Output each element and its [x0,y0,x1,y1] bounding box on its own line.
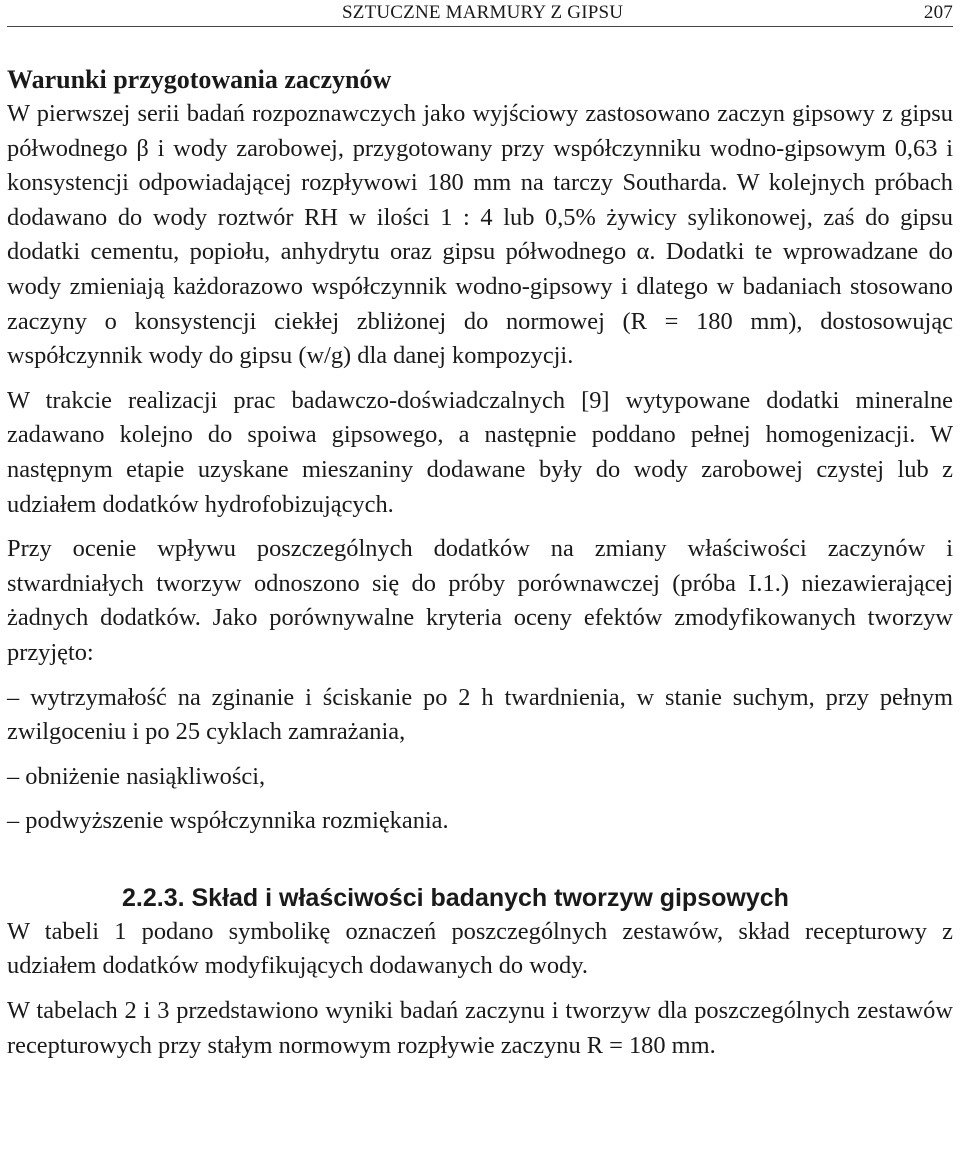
document-page [7,0,953,1063]
subsection-heading-2-2-3: 2.2.3. Skład i właściwości badanych tworzyw gipsowych [122,883,789,912]
running-header [7,0,953,27]
list-item-absorption: – obniżenie nasiąkliwości, [7,762,266,790]
list-item-strength: – wytrzymałość na zginanie i ściskanie po 2 h twardnienia, w stanie suchym, przy pełnym zwilgoceniu i po 25 cyklach zamrażania, [7,683,953,746]
paragraph-3: Przy ocenie wpływu poszczególnych dodatków na zmiany właściwości zaczynów i stwardniałych tworzyw odnoszono się do próby porównawczej (próba I.1.) niezawierającej żadnych dodatków. Jako porównywalne kryteria oceny efektów zmodyfikowanych tworzyw przyjęto: [7,535,953,666]
page-number: 207 [923,2,953,23]
paragraph-4: W tabeli 1 podano symbolikę oznaczeń poszczególnych zestawów, skład recepturowy z udziałem dodatków modyfikujących dodawanych do wody. [7,917,953,980]
paragraph-1: W pierwszej serii badań rozpoznawczych jako wyjściowy zastosowano zaczyn gipsowy z gipsu półwodnego β i wody zarobowej, przygotowany przy współczynniku wodno-gipsowym 0,63 i konsystencji odpowiadającej rozpływowi 180 mm na tarczy Southarda. W kolejnych próbach dodawano do wody roztwór RH w ilości 1 : 4 lub 0,5% żywicy sylikonowej, zaś do gipsu dodatki cementu, popiołu, anhydrytu oraz gipsu półwodnego α. Dodatki te wprowadzane do wody zmieniają każdorazowo współczynnik wodno-gipsowy i dlatego w badaniach stosowano zaczyny o konsystencji ciekłej zbliżonej do normowej (R = 180 mm), dostosowując współczynnik wody do gipsu (w/g) dla danej kompozycji. [7,100,953,370]
paragraph-5: W tabelach 2 i 3 przedstawiono wyniki badań zaczynu i tworzyw dla poszczególnych zestawów recepturowych przy stałym normowym rozpływie zaczynu R = 180 mm. [7,997,953,1059]
paragraph-2: W trakcie realizacji prac badawczo-doświadczalnych [9] wytypowane dodatki mineralne zadawano kolejno do spoiwa gipsowego, a następnie poddano pełnej homogenizacji. W następnym etapie uzyskane mieszaniny dodawane były do wody zarobowej czystej lub z udziałem dodatków hydrofobizujących. [7,386,953,518]
running-title: SZTUCZNE MARMURY Z GIPSU [342,2,624,23]
section-heading-warunki: Warunki przygotowania zaczynów [7,65,392,94]
list-item-softening: – podwyższenie współczynnika rozmiękania. [7,807,449,835]
